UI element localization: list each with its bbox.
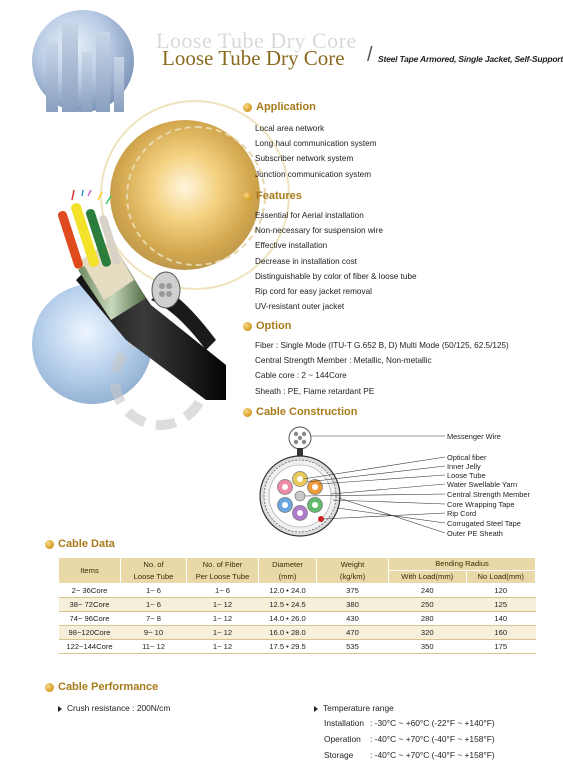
list-item: Local area network: [255, 124, 325, 133]
list-item: Effective installation: [255, 241, 328, 251]
performance-heading-label: Cable Performance: [58, 681, 159, 693]
callout-label: Core Wrapping Tape: [447, 500, 515, 509]
list-item: Subscriber network system: [255, 154, 354, 164]
option-heading-label: Option: [256, 320, 292, 332]
list-item: Fiber : Single Mode (ITU-T G.652 B, D) Multi Mode (50/125, 62.5/125): [255, 341, 509, 350]
table-cell: 175: [466, 640, 535, 654]
table-cell: 140: [466, 612, 535, 626]
bullet-icon: [45, 540, 54, 549]
table-cell: 375: [317, 584, 389, 598]
list-item: Junction communication system: [255, 169, 372, 179]
application-heading: [243, 101, 316, 113]
table-row: [59, 598, 536, 612]
table-row: [59, 640, 536, 654]
table-row: [59, 584, 536, 598]
table-cell: 1~ 6: [187, 584, 259, 598]
temperature-heading: [314, 703, 394, 713]
page-title: Loose Tube Dry Core: [162, 46, 345, 70]
table-cell: 12.5 • 24.5: [259, 598, 317, 612]
table-cell: 122~144Core: [59, 640, 121, 654]
table-cell: 470: [317, 626, 389, 640]
temperature-value: : -40°C ~ +70°C (-40°F ~ +158°F): [370, 750, 495, 760]
features-list: [255, 208, 417, 314]
table-cell: 9~ 10: [121, 626, 187, 640]
performance-heading: [45, 681, 158, 693]
column-header: With Load(mm): [389, 571, 467, 584]
bullet-icon: [243, 322, 252, 331]
application-list: [255, 121, 377, 182]
features-heading-label: Features: [256, 190, 302, 202]
ghost-title: Loose Tube Dry Core: [156, 28, 357, 53]
construction-heading: [243, 406, 357, 418]
list-item: Sheath : PE, Flame retardant PE: [255, 386, 375, 396]
list-item: Cable core : 2 ~ 144Core: [255, 371, 347, 381]
list-item: Non-necessary for suspension wire: [255, 226, 383, 236]
table-cell: 250: [389, 598, 467, 612]
table-cell: 1~ 6: [121, 584, 187, 598]
column-header: No. of Loose Tube: [121, 558, 187, 584]
column-header: Diameter (mm): [259, 558, 317, 584]
temperature-label: Storage: [324, 750, 354, 760]
bullet-icon: [243, 103, 252, 112]
table-cell: 14.0 • 26.0: [259, 612, 317, 626]
column-header: Bending Radius: [389, 558, 536, 571]
table-cell: 1~ 12: [187, 626, 259, 640]
table-cell: 535: [317, 640, 389, 654]
table-cell: 1~ 6: [121, 598, 187, 612]
page-subtitle: Steel Tape Armored, Single Jacket, Self-Support: [378, 54, 563, 64]
table-cell: 1~ 12: [187, 640, 259, 654]
table-cell: 38~ 72Core: [59, 598, 121, 612]
table-cell: 2~ 36Core: [59, 584, 121, 598]
temperature-row: [324, 750, 495, 760]
table-cell: 125: [466, 598, 535, 612]
temperature-heading-text: Temperature range: [323, 703, 394, 713]
bullet-icon: [243, 408, 252, 417]
option-heading: [243, 320, 291, 332]
callout-label: Corrugated Steel Tape: [447, 519, 521, 528]
callout-label: Loose Tube: [447, 471, 486, 480]
arrow-icon: [314, 706, 318, 712]
title-separator: /: [367, 44, 373, 66]
callout-label: Outer PE Sheath: [447, 529, 503, 538]
table-cell: 120: [466, 584, 535, 598]
table-row: [59, 626, 536, 640]
list-item: UV-resistant outer jacket: [255, 302, 345, 312]
crush-resistance: [58, 703, 170, 713]
construction-heading-label: Cable Construction: [256, 406, 358, 418]
arrow-icon: [58, 706, 62, 712]
table-cell: 240: [389, 584, 467, 598]
option-list: [255, 338, 509, 399]
cable-cross-section: [255, 424, 545, 548]
temperature-value: : -30°C ~ +60°C (-22°F ~ +140°F): [370, 718, 495, 728]
table-cell: 12.0 • 24.0: [259, 584, 317, 598]
column-header: No Load(mm): [466, 571, 535, 584]
list-item: Distinguishable by color of fiber & loose tube: [255, 271, 417, 281]
table-cell: 16.0 • 28.0: [259, 626, 317, 640]
city-skyline-image: [32, 10, 134, 112]
features-heading: [243, 190, 302, 202]
list-item: Rip cord for easy jacket removal: [255, 286, 372, 296]
table-cell: 1~ 12: [187, 612, 259, 626]
cable-illustration: [56, 190, 226, 400]
temperature-value: : -40°C ~ +70°C (-40°F ~ +158°F): [370, 734, 495, 744]
table-row: [59, 612, 536, 626]
column-header: No. of Fiber Per Loose Tube: [187, 558, 259, 584]
bullet-icon: [243, 192, 252, 201]
list-item: Long haul communication system: [255, 139, 377, 149]
list-item: Essential for Aerial installation: [255, 211, 364, 220]
callout-label: Water Swellable Yarn: [447, 480, 518, 489]
table-cell: 1~ 12: [187, 598, 259, 612]
column-header: Weight (kg/km): [317, 558, 389, 584]
temperature-row: [324, 734, 495, 744]
crush-resistance-text: Crush resistance : 200N/cm: [67, 703, 171, 713]
table-cell: 11~ 12: [121, 640, 187, 654]
application-heading-label: Application: [256, 101, 316, 113]
table-cell: 380: [317, 598, 389, 612]
table-cell: 320: [389, 626, 467, 640]
callout-label: Optical fiber: [447, 453, 487, 462]
cable-data-heading: [45, 538, 115, 550]
table-cell: 160: [466, 626, 535, 640]
table-cell: 17.5 • 29.5: [259, 640, 317, 654]
table-cell: 7~ 8: [121, 612, 187, 626]
cable-data-heading-label: Cable Data: [58, 538, 115, 550]
callout-label: Inner Jelly: [447, 462, 481, 471]
column-header: Items: [59, 558, 121, 584]
temperature-label: Installation: [324, 718, 365, 728]
callout-label: Rip Cord: [447, 509, 477, 518]
callout-label: Messenger Wire: [447, 432, 501, 441]
temperature-label: Operation: [324, 734, 361, 744]
table-cell: 350: [389, 640, 467, 654]
table-cell: 430: [317, 612, 389, 626]
callout-label: Central Strength Member: [447, 490, 530, 499]
list-item: Decrease in installation cost: [255, 256, 357, 266]
list-item: Central Strength Member : Metallic, Non-metallic: [255, 356, 432, 366]
table-cell: 98~120Core: [59, 626, 121, 640]
temperature-row: [324, 718, 495, 728]
bullet-icon: [45, 683, 54, 692]
table-cell: 280: [389, 612, 467, 626]
table-cell: 74~ 96Core: [59, 612, 121, 626]
cable-data-table: [58, 557, 536, 654]
